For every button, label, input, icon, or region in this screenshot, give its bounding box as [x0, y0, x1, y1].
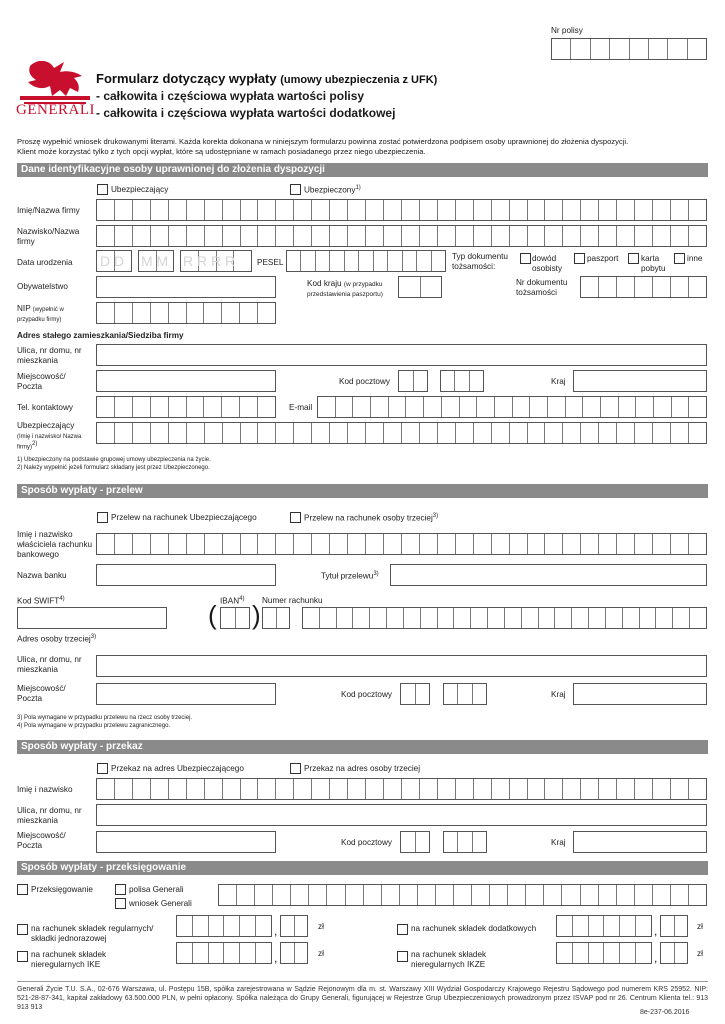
section-przekaz-title: Sposób wypłaty - przekaz	[17, 740, 708, 754]
ulica-input[interactable]	[96, 344, 707, 366]
checkbox-ubezpieczony[interactable]	[290, 184, 301, 195]
sup-3b: 3)	[373, 571, 379, 577]
footnote-3: 3) Pola wymagane w przypadku przelewu na rzecz osoby trzeciej.	[17, 715, 193, 721]
checkbox-polisa[interactable]	[115, 884, 126, 895]
ikze-comma: ,	[654, 951, 658, 965]
ike-amount-input[interactable]	[176, 942, 272, 964]
label-kod-pocztowy-2: Kod pocztowy	[341, 690, 392, 699]
title-main: Formularz dotyczący wypłaty	[96, 71, 277, 86]
footer-text: Generali Życie T.U. S.A., 02-676 Warszawa, ul. Postępu 15B, spółka zarejestrowana w Sądzie Rejonowym dla m. st. Warszawy XIII Wydział Gospodarczy Krajowego Rejestru Sądowego pod numerem KRS 25952. NIP: 521-28-87-341, kapitał zakładowy 63.500.000 PLN, w pełni opłacony. Spółka należąca do Grupy Generali, figurującej w Rejestrze Grup Ubezpieczeniowych prowadzonym przez ISVAP pod nr 26. Centrum Klienta tel.: 913 913 913	[17, 986, 708, 1011]
sup-2: 2)	[32, 441, 38, 447]
label-miejscowosc-3: Miejscowość/ Poczta	[17, 831, 66, 850]
sup-4b: 4)	[239, 596, 245, 602]
nazwisko-input[interactable]	[96, 225, 707, 247]
wlasciciel-input[interactable]	[96, 533, 707, 555]
checkbox-dowod[interactable]	[520, 253, 531, 264]
label-inne: inne	[687, 254, 703, 263]
sup-3a: 3)	[432, 513, 439, 519]
label-przeksiegowanie: Przeksięgowanie	[31, 885, 93, 894]
section-identification-title: Dane identyfikacyjne osoby uprawnionej do złożenia dyspozycji	[17, 163, 708, 177]
checkbox-przekaz-trzecia[interactable]	[290, 763, 301, 774]
label-reg: na rachunek składek regularnych/ składki jednorazowej	[31, 924, 154, 943]
label-swift	[17, 596, 65, 607]
tytul-input[interactable]	[390, 564, 707, 586]
label-numer-rachunku: Numer rachunku	[262, 596, 323, 605]
account-number-input[interactable]	[302, 607, 707, 629]
checkbox-przekaz-ubezpieczajacy[interactable]	[97, 763, 108, 774]
ike-gr-input[interactable]	[280, 942, 308, 964]
dod-amount-input[interactable]	[556, 915, 652, 937]
label-pesel: PESEL	[257, 258, 284, 267]
label-wniosek: wniosek Generali	[129, 899, 192, 908]
kraj-2-input[interactable]	[573, 683, 707, 705]
label-ubezpieczajacy: Ubezpieczający	[111, 185, 169, 194]
iban-paren-right: )	[252, 600, 261, 630]
checkbox-karta[interactable]	[628, 253, 639, 264]
label-ubezpieczony	[304, 185, 361, 196]
ph-month: M M	[141, 253, 169, 269]
label-kraj-3: Kraj	[551, 838, 566, 847]
kod-pocztowy-a-input[interactable]	[398, 370, 428, 392]
intro-text	[17, 137, 707, 157]
intro-line2: Klient może korzystać tylko z tych opcji wypłat, które są udostępniane w ramach posiadanego przez niego ubezpieczenia.	[17, 147, 426, 156]
label-wlasciciel: Imię i nazwisko właściciela rachunku bankowego	[17, 530, 93, 559]
checkbox-paszport[interactable]	[574, 253, 585, 264]
tel-input[interactable]	[96, 396, 276, 418]
form-title	[96, 71, 437, 86]
nip-input[interactable]	[96, 302, 276, 324]
label-kod-kraju	[307, 279, 393, 299]
label-paszport: paszport	[587, 254, 619, 263]
section-przeksiegowanie-title: Sposób wypłaty - przeksięgowanie	[17, 861, 708, 875]
przeksiegowanie-nr-input[interactable]	[218, 884, 707, 906]
kod-pocztowy-2a-input[interactable]	[400, 683, 430, 705]
bank-input[interactable]	[96, 564, 276, 586]
label-miejscowosc: Miejscowość/ Poczta	[17, 372, 66, 391]
miejscowosc-input[interactable]	[96, 370, 276, 392]
checkbox-wniosek[interactable]	[115, 898, 126, 909]
nip-text: NIP	[17, 304, 31, 313]
label-ulica-3: Ulica, nr domu, nr mieszkania	[17, 806, 82, 825]
label-przekaz-trzecia: Przekaz na adres osoby trzeciej	[304, 764, 421, 773]
title-line3: - całkowita i częściowa wypłata wartości dodatkowej	[96, 106, 396, 120]
policy-label: Nr polisy	[551, 26, 583, 35]
ulica-2-input[interactable]	[96, 655, 707, 677]
reg-amount-input[interactable]	[176, 915, 272, 937]
checkbox-nieregIKE[interactable]	[17, 951, 28, 962]
section-przelew-title: Sposób wypłaty - przelew	[17, 484, 708, 498]
label-dod: na rachunek składek dodatkowych	[411, 924, 537, 933]
dod-zl: zł	[697, 922, 703, 931]
label-karta: karta pobytu	[641, 254, 666, 273]
title-paren: (umowy ubezpieczenia z UFK)	[280, 74, 438, 86]
ubezp-text: Ubezpieczający	[17, 421, 75, 430]
checkbox-inne[interactable]	[674, 253, 685, 264]
nip-note: (wypełnić w przypadku firmy)	[17, 307, 64, 323]
ike-zl: zł	[318, 949, 324, 958]
label-kod-pocztowy: Kod pocztowy	[339, 377, 390, 386]
checkbox-przelew-trzecia[interactable]	[290, 512, 301, 523]
label-przelew-trzecia	[304, 513, 438, 524]
pesel-input[interactable]	[286, 250, 446, 272]
kod-pocztowy-b-input[interactable]	[440, 370, 484, 392]
policy-number-input[interactable]	[551, 38, 707, 60]
imie-firma-input[interactable]	[96, 199, 707, 221]
label-adres-trzeciej	[17, 634, 96, 645]
logo-text: GENERALI	[16, 102, 95, 118]
checkbox-reg[interactable]	[17, 924, 28, 935]
iban-text: IBAN	[220, 596, 240, 606]
sup-3c: 3)	[90, 634, 97, 640]
generali-logo	[16, 56, 94, 120]
label-tel: Tel. kontaktowy	[17, 403, 73, 412]
adres-trzeciej-text: Adres osoby trzeciej	[17, 634, 91, 644]
label-kod-pocztowy-3: Kod pocztowy	[341, 838, 392, 847]
title-line2: - całkowita i częściowa wypłata wartości polisy	[96, 89, 365, 103]
reg-comma: ,	[274, 924, 278, 938]
checkbox-przeksiegowanie[interactable]	[17, 884, 28, 895]
label-nazwisko: Nazwisko/Nazwa firmy	[17, 227, 80, 246]
checkbox-przelew-ubezpieczajacy[interactable]	[97, 512, 108, 523]
ikze-amount-input[interactable]	[556, 942, 652, 964]
footnote-1: 1) Ubezpieczony na podstawie grupowej umowy ubezpieczenia na życie.	[17, 457, 211, 463]
label-ubezpieczony-text: Ubezpieczony	[304, 185, 356, 195]
checkbox-ubezpieczajacy[interactable]	[97, 184, 108, 195]
przelew-trzecia-text: Przelew na rachunek osoby trzeciej	[304, 513, 433, 523]
kraj-input[interactable]	[573, 370, 707, 392]
swift-text: Kod SWIFT	[17, 596, 60, 606]
form-code: 8e-237-06.2016	[640, 1009, 690, 1016]
label-adres-title: Adres stałego zamieszkania/Siedziba firmy	[17, 331, 184, 340]
label-kraj-2: Kraj	[551, 690, 566, 699]
ubezp-note: (Imię i nazwisko/ Nazwa firmy)	[17, 434, 82, 451]
label-polisa: polisa Generali	[129, 885, 184, 894]
ph-day: D D	[100, 253, 125, 269]
sup-1: 1)	[355, 185, 361, 191]
label-obywatelstwo: Obywatelstwo	[17, 282, 68, 291]
label-ulica: Ulica, nr domu, nr mieszkania	[17, 346, 82, 365]
sup-4a: 4)	[59, 596, 65, 602]
iban-country-input[interactable]	[220, 607, 250, 629]
label-imie-firma: Imię/Nazwa firmy	[17, 206, 80, 215]
label-przelew-ubezpieczajacy: Przelew na rachunek Ubezpieczającego	[111, 513, 257, 522]
label-kraj: Kraj	[551, 377, 566, 386]
miejscowosc-2-input[interactable]	[96, 683, 276, 705]
ulica-3-input[interactable]	[96, 804, 707, 826]
label-data-urodzenia: Data urodzenia	[17, 258, 73, 267]
footnote-2: 2) Należy wypełnić jeżeli formularz składany jest przez Ubezpieczonego.	[17, 465, 210, 471]
tytul-text: Tytuł przelewu	[321, 571, 374, 581]
ubezp-input[interactable]	[96, 422, 707, 444]
kod-pocztowy-3b-input[interactable]	[443, 831, 487, 853]
label-ubezp	[17, 421, 92, 452]
label-miejscowosc-2: Miejscowość/ Poczta	[17, 684, 66, 703]
intro-line1: Proszę wypełnić wniosek drukowanymi literami. Każda korekta dokonana w niniejszym formularzu powinna zostać potwierdzona podpisem osoby uprawnionej do złożenia dyspozycji.	[17, 137, 629, 146]
footer-divider	[17, 981, 708, 982]
label-typ-dokumentu: Typ dokumentu tożsamości:	[452, 252, 508, 271]
ike-comma: ,	[274, 951, 278, 965]
label-przekaz-ubezpieczajacy: Przekaz na adres Ubezpieczającego	[111, 764, 244, 773]
dod-comma: ,	[654, 924, 658, 938]
obywatelstwo-input[interactable]	[96, 276, 276, 298]
label-dowod: dowód osobisty	[532, 254, 563, 273]
swift-input[interactable]	[17, 607, 167, 629]
label-nr-dokumentu: Nr dokumentu tożsamości	[516, 278, 568, 297]
label-nip	[17, 304, 92, 324]
kod-pocztowy-3a-input[interactable]	[400, 831, 430, 853]
label-bank: Nazwa banku	[17, 571, 67, 580]
kod-pocztowy-2b-input[interactable]	[443, 683, 487, 705]
nr-dokumentu-input[interactable]	[580, 276, 707, 298]
dod-gr-input[interactable]	[660, 915, 688, 937]
ikze-zl: zł	[697, 949, 703, 958]
checkbox-nieregIKZE[interactable]	[397, 951, 408, 962]
label-nieregIKZE: na rachunek składek nieregularnych IKZE	[411, 950, 487, 969]
label-ulica-2: Ulica, nr domu, nr mieszkania	[17, 655, 82, 674]
reg-gr-input[interactable]	[280, 915, 308, 937]
label-tytul	[321, 571, 379, 582]
kraj-3-input[interactable]	[573, 831, 707, 853]
label-nieregIKE: na rachunek składek nieregularnych IKE	[31, 950, 107, 969]
account-ctrl-input[interactable]	[262, 607, 290, 629]
iban-paren-left: (	[208, 600, 217, 630]
checkbox-dod[interactable]	[397, 924, 408, 935]
imie-przekaz-input[interactable]	[96, 778, 707, 800]
ikze-gr-input[interactable]	[660, 942, 688, 964]
kod-kraju-note: (w przypadku przedstawienia paszportu)	[307, 281, 383, 298]
kod-kraju-text: Kod kraju	[307, 279, 342, 288]
label-email: E-mail	[289, 403, 313, 412]
miejscowosc-3-input[interactable]	[96, 831, 276, 853]
label-imie-przekaz: Imię i nazwisko	[17, 785, 73, 794]
label-iban	[220, 596, 244, 607]
ph-year: R R R R	[183, 253, 236, 269]
kod-kraju-input[interactable]	[398, 276, 442, 298]
reg-zl: zł	[318, 922, 324, 931]
email-input[interactable]	[317, 396, 707, 418]
footnote-4: 4) Pola wymagane w przypadku przelewu zagranicznego.	[17, 723, 171, 729]
